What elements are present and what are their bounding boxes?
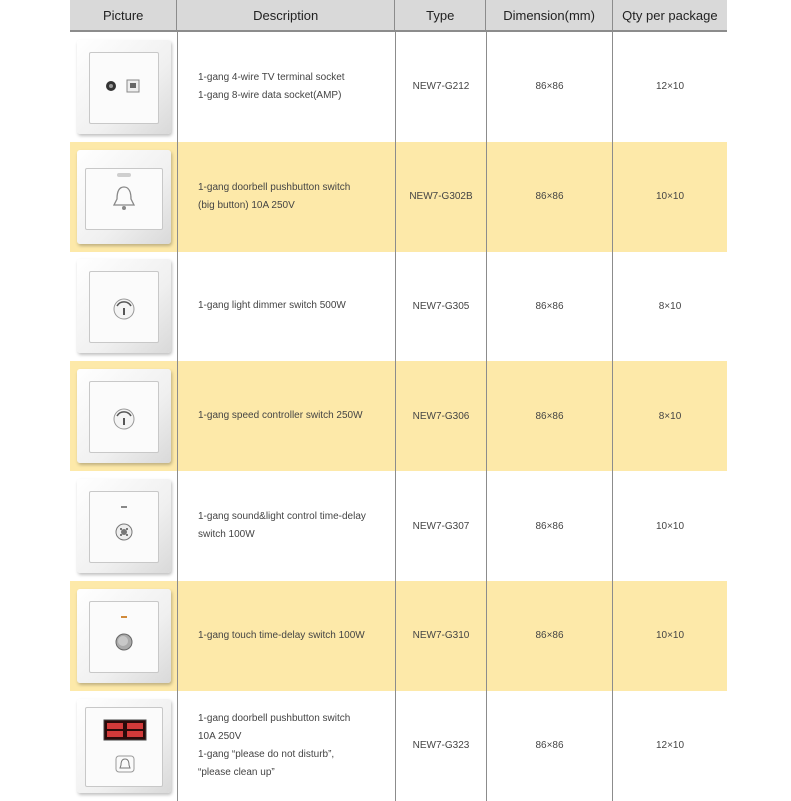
- table-row: [70, 32, 727, 142]
- qty-cell: 10×10: [612, 471, 727, 581]
- picture-cell: [70, 471, 177, 581]
- description-line: 10A 250V: [198, 730, 242, 742]
- dimension-cell: 86×86: [486, 252, 612, 362]
- picture-cell: [70, 361, 177, 471]
- description-line: 1-gang light dimmer switch 500W: [198, 300, 346, 312]
- qty-cell: 8×10: [612, 252, 727, 362]
- product-table: [70, 0, 727, 801]
- picture-cell: [70, 142, 177, 252]
- type-cell: NEW7-G302B: [395, 142, 486, 252]
- dimension-cell: 86×86: [486, 361, 612, 471]
- qty-cell: 12×10: [612, 691, 727, 801]
- description-line: 1-gang “please do not disturb”,: [198, 748, 335, 760]
- description-line: 1-gang 8-wire data socket(AMP): [198, 89, 342, 101]
- type-cell: NEW7-G305: [395, 252, 486, 362]
- header-description: Description: [176, 0, 394, 30]
- header-dimension: Dimension(mm): [485, 0, 611, 30]
- type-cell: NEW7-G310: [395, 581, 486, 691]
- description-cell: [177, 581, 395, 691]
- description-line: 1-gang 4-wire TV terminal socket: [198, 71, 345, 83]
- description-line: “please clean up”: [198, 766, 275, 778]
- type-cell: NEW7-G307: [395, 471, 486, 581]
- description-cell: [177, 32, 395, 142]
- dimension-cell: 86×86: [486, 691, 612, 801]
- description-line: 1-gang doorbell pushbutton switch: [198, 712, 351, 724]
- picture-cell: [70, 252, 177, 362]
- description-cell: [177, 471, 395, 581]
- type-cell: NEW7-G323: [395, 691, 486, 801]
- picture-cell: [70, 32, 177, 142]
- qty-cell: 12×10: [612, 32, 727, 142]
- type-cell: NEW7-G212: [395, 32, 486, 142]
- dnd-doorbell-icon: [77, 699, 171, 793]
- description-cell: [177, 691, 395, 801]
- table-row: [70, 581, 727, 691]
- dimension-cell: 86×86: [486, 32, 612, 142]
- table-row: [70, 691, 727, 801]
- picture-cell: [70, 691, 177, 801]
- description-line: switch 100W: [198, 529, 255, 541]
- table-row: [70, 471, 727, 581]
- qty-cell: 10×10: [612, 581, 727, 691]
- description-line: (big button) 10A 250V: [198, 199, 295, 211]
- header-type: Type: [394, 0, 485, 30]
- dimmer-knob-icon: [77, 259, 171, 353]
- description-cell: [177, 142, 395, 252]
- dimension-cell: 86×86: [486, 142, 612, 252]
- speed-knob-icon: [77, 369, 171, 463]
- type-cell: NEW7-G306: [395, 361, 486, 471]
- table-header: [70, 0, 727, 32]
- picture-cell: [70, 581, 177, 691]
- description-line: 1-gang doorbell pushbutton switch: [198, 181, 351, 193]
- table-row: [70, 361, 727, 471]
- doorbell-switch-icon: [77, 150, 171, 244]
- description-line: 1-gang sound&light control time-delay: [198, 511, 366, 523]
- table-row: [70, 252, 727, 362]
- dimension-cell: 86×86: [486, 471, 612, 581]
- description-cell: [177, 361, 395, 471]
- description-line: 1-gang speed controller switch 250W: [198, 410, 363, 422]
- touch-button-icon: [77, 589, 171, 683]
- tv-data-socket-icon: [77, 40, 171, 134]
- qty-cell: 10×10: [612, 142, 727, 252]
- table-row: [70, 142, 727, 252]
- sound-sensor-icon: [77, 479, 171, 573]
- header-picture: Picture: [102, 7, 144, 23]
- description-line: 1-gang touch time-delay switch 100W: [198, 629, 365, 641]
- dimension-cell: 86×86: [486, 581, 612, 691]
- qty-cell: 8×10: [612, 361, 727, 471]
- header-qty: Qty per package: [612, 0, 727, 30]
- description-cell: [177, 252, 395, 362]
